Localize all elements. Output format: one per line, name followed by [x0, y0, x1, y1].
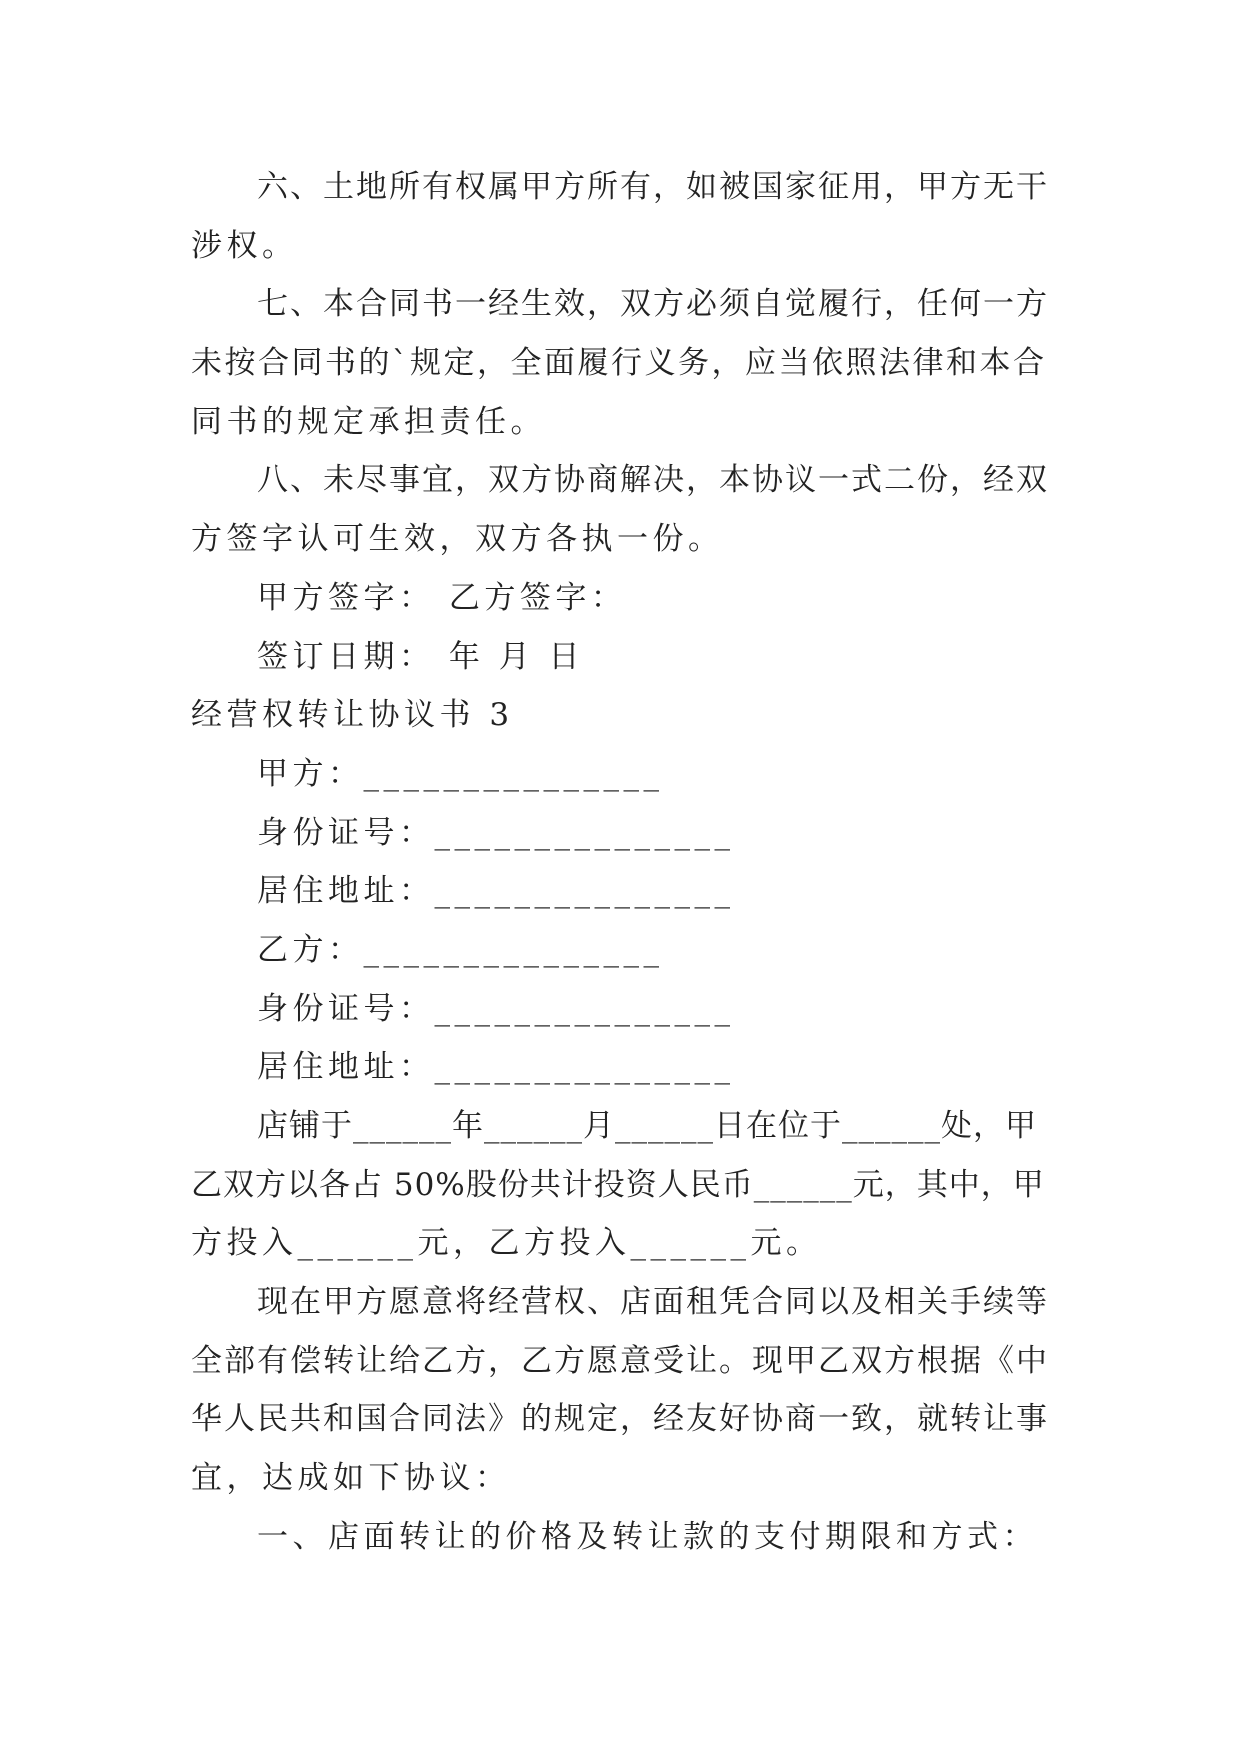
- paragraph-7-line-3: 同书的规定承担责任。: [191, 403, 546, 440]
- document-body: [191, 158, 1051, 1567]
- party-a-id-field: 身份证号：_______________: [257, 814, 735, 851]
- paragraph-6-line-1: 六、土地所有权属甲方所有，如被国家征用，甲方无干: [257, 169, 1049, 205]
- party-a-address-field: 居住地址：_______________: [257, 873, 735, 910]
- paragraph-7-line-1: 七、本合同书一经生效，双方必须自觉履行，任何一方: [257, 286, 1049, 323]
- shop-paragraph-line-2: 乙双方以各占 50%股份共计投资人民币______元，其中，甲: [191, 1166, 1045, 1203]
- party-b-address-field: 居住地址：_______________: [257, 1049, 735, 1086]
- clause-1-heading: 一、店面转让的价格及转让款的支付期限和方式：: [257, 1518, 1038, 1555]
- signature-line: 甲方签字： 乙方签字：: [257, 579, 627, 616]
- paragraph-8-line-1: 八、未尽事宜，双方协商解决，本协议一式二份，经双: [257, 462, 1049, 499]
- paragraph-8-line-2: 方签字认可生效，双方各执一份。: [191, 521, 724, 558]
- paragraph-6-line-2: 涉权。: [191, 227, 298, 264]
- transfer-paragraph-line-4: 宜，达成如下协议：: [191, 1460, 511, 1497]
- shop-paragraph-line-3: 方投入______元，乙方投入______元。: [191, 1225, 822, 1262]
- paragraph-7-line-2: 未按合同书的`规定，全面履行义务，应当依照法律和本合: [191, 345, 1047, 382]
- section-title: 经营权转让协议书 3: [191, 697, 514, 734]
- transfer-paragraph-line-3: 华人民共和国合同法》的规定，经友好协商一致，就转让事: [191, 1401, 1049, 1438]
- transfer-paragraph-line-2: 全部有偿转让给乙方，乙方愿意受让。现甲乙双方根据《中: [191, 1342, 1049, 1379]
- party-a-field: 甲方：_______________: [257, 755, 664, 792]
- transfer-paragraph-line-1: 现在甲方愿意将经营权、店面租凭合同以及相关手续等: [257, 1284, 1049, 1321]
- party-b-field: 乙方：_______________: [257, 931, 664, 968]
- party-b-id-field: 身份证号：_______________: [257, 990, 735, 1027]
- shop-paragraph-line-1: 店铺于______年______月______日在位于______处，甲: [257, 1108, 1037, 1144]
- signing-date-line: 签订日期： 年 月 日: [257, 638, 585, 675]
